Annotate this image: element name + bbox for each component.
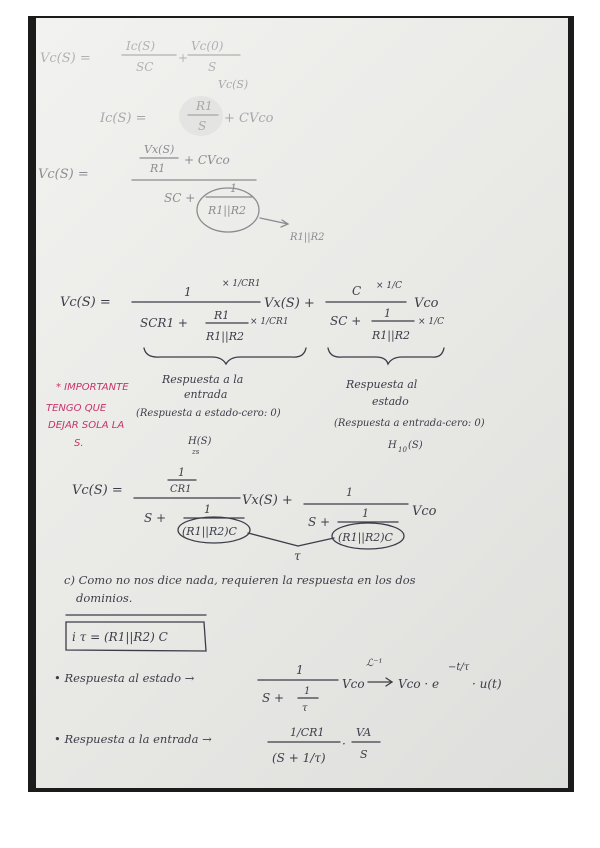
eq2-frac-den: S bbox=[198, 119, 207, 133]
eq5-d2: S + bbox=[308, 515, 331, 529]
eq1-plus: + bbox=[178, 51, 189, 65]
tau-definition: i τ = (R1||R2) C bbox=[72, 630, 168, 644]
eq5-d2-den: (R1||R2)C bbox=[338, 531, 393, 544]
eq5-vx: Vx(S) + bbox=[242, 493, 293, 508]
eq4-d2b-num: 1 bbox=[384, 307, 391, 320]
eq4-n1-note: × 1/CR1 bbox=[222, 279, 261, 289]
equation-2 bbox=[99, 78, 274, 136]
b2-den: (S + 1/τ) bbox=[272, 751, 326, 765]
eq4-d1a: SCR1 + bbox=[140, 316, 188, 330]
eq4-d1b-den: R1||R2 bbox=[206, 330, 244, 343]
equation-1 bbox=[40, 39, 240, 74]
equation-3 bbox=[38, 143, 325, 243]
b1-step: · u(t) bbox=[472, 677, 502, 691]
eq5-vco: Vco bbox=[412, 504, 437, 519]
eq5-tau: τ bbox=[294, 549, 301, 563]
eq3-num-tail: + CVco bbox=[184, 153, 230, 167]
b1-vco: Vco bbox=[342, 677, 365, 691]
b2-dot: · bbox=[342, 737, 346, 751]
eq5-d2-num: 1 bbox=[362, 507, 369, 520]
resp-entrada-line-2: entrada bbox=[184, 388, 228, 401]
eq1-lhs: Vc(S) = bbox=[40, 51, 91, 66]
b1-den: S + bbox=[262, 691, 285, 705]
eq3-arrow-label: R1||R2 bbox=[290, 232, 325, 243]
important-line-4: S. bbox=[74, 438, 84, 449]
b1-laplace-inverse: ℒ⁻¹ bbox=[366, 658, 383, 669]
equation-5 bbox=[72, 466, 437, 563]
h-left: H(S) bbox=[188, 436, 212, 447]
eq2-frac-num: R1 bbox=[196, 99, 213, 113]
important-note bbox=[46, 382, 129, 449]
resp-entrada-sub: (Respuesta a estado-cero: 0) bbox=[136, 408, 281, 419]
h-right-tail: (S) bbox=[408, 440, 423, 451]
eq5-d1: S + bbox=[144, 511, 167, 525]
h-right: H bbox=[388, 440, 397, 451]
eq3-den-frac-num: 1 bbox=[230, 182, 237, 195]
eq4-lhs: Vc(S) = bbox=[60, 295, 111, 310]
eq4-n1: 1 bbox=[184, 285, 192, 299]
b1-num: 1 bbox=[296, 663, 304, 677]
eq4-d2-note: × 1/C bbox=[418, 317, 445, 327]
eq4-vco: Vco bbox=[414, 296, 439, 311]
h-left-sub: zs bbox=[192, 448, 200, 456]
eq4-vx: Vx(S) + bbox=[264, 296, 315, 311]
important-line-3: DEJAR SOLA LA bbox=[48, 420, 125, 431]
b1-exp: −t/τ bbox=[448, 662, 470, 673]
important-line-2: TENGO QUE bbox=[46, 403, 107, 414]
resp-entrada-line-1: Respuesta a la bbox=[162, 373, 244, 386]
eq3-num-den: R1 bbox=[150, 162, 166, 175]
eq1-den1: SC bbox=[136, 60, 154, 74]
input-response-label bbox=[136, 373, 281, 456]
eq3-lhs: Vc(S) = bbox=[38, 167, 89, 182]
eq1-den2: S bbox=[208, 60, 217, 74]
eq1-num2: Vc(0) bbox=[191, 39, 224, 53]
eq4-n2-note: × 1/C bbox=[376, 281, 403, 291]
eq1-num1: Ic(S) bbox=[126, 39, 156, 53]
b2-va: VA bbox=[356, 726, 372, 739]
eq4-d1-note: × 1/CR1 bbox=[250, 317, 289, 327]
part-c bbox=[54, 573, 502, 765]
b1-result: Vco · e bbox=[398, 677, 440, 691]
eq2-lhs: Ic(S) = bbox=[100, 111, 147, 126]
bullet-state-response: • Respuesta al estado → bbox=[54, 671, 195, 685]
part-c-line-1: c) Como no nos dice nada, requieren la respuesta en los dos bbox=[64, 573, 416, 587]
state-response-label bbox=[334, 378, 485, 454]
eq4-d1b-num: R1 bbox=[214, 309, 230, 322]
notebook-page bbox=[36, 18, 568, 788]
eq5-top2: CR1 bbox=[170, 484, 192, 495]
h-right-sub: 10 bbox=[398, 446, 407, 454]
b2-s: S bbox=[360, 748, 368, 761]
eq3-den-frac-den: R1||R2 bbox=[208, 204, 246, 217]
equation-4 bbox=[60, 279, 444, 364]
eq2-top: Vc(S) bbox=[218, 78, 249, 91]
eq5-lhs: Vc(S) = bbox=[72, 483, 123, 498]
handwritten-notes bbox=[36, 18, 568, 788]
bullet-input-response: • Respuesta a la entrada → bbox=[54, 732, 212, 746]
important-line-1: * IMPORTANTE bbox=[56, 382, 129, 393]
resp-estado-line-1: Respuesta al bbox=[346, 378, 418, 391]
b1-den-num: 1 bbox=[304, 686, 311, 697]
b1-den-den: τ bbox=[302, 703, 308, 714]
eq5-top1: 1 bbox=[178, 466, 185, 479]
b2-num: 1/CR1 bbox=[290, 726, 325, 739]
eq3-den: SC + bbox=[164, 191, 196, 205]
resp-estado-line-2: estado bbox=[372, 395, 409, 408]
eq4-d2a: SC + bbox=[330, 314, 362, 328]
eq4-d2b-den: R1||R2 bbox=[372, 329, 410, 342]
resp-estado-sub: (Respuesta a entrada-cero: 0) bbox=[334, 418, 485, 429]
eq5-n2: 1 bbox=[346, 486, 353, 499]
eq4-n2: C bbox=[352, 284, 362, 298]
eq2-tail: + CVco bbox=[224, 111, 274, 126]
eq3-num: Vx(S) bbox=[144, 143, 175, 156]
eq5-d1-den: (R1||R2)C bbox=[182, 525, 237, 538]
eq5-d1-num: 1 bbox=[204, 503, 211, 516]
part-c-line-2: dominios. bbox=[76, 591, 133, 605]
